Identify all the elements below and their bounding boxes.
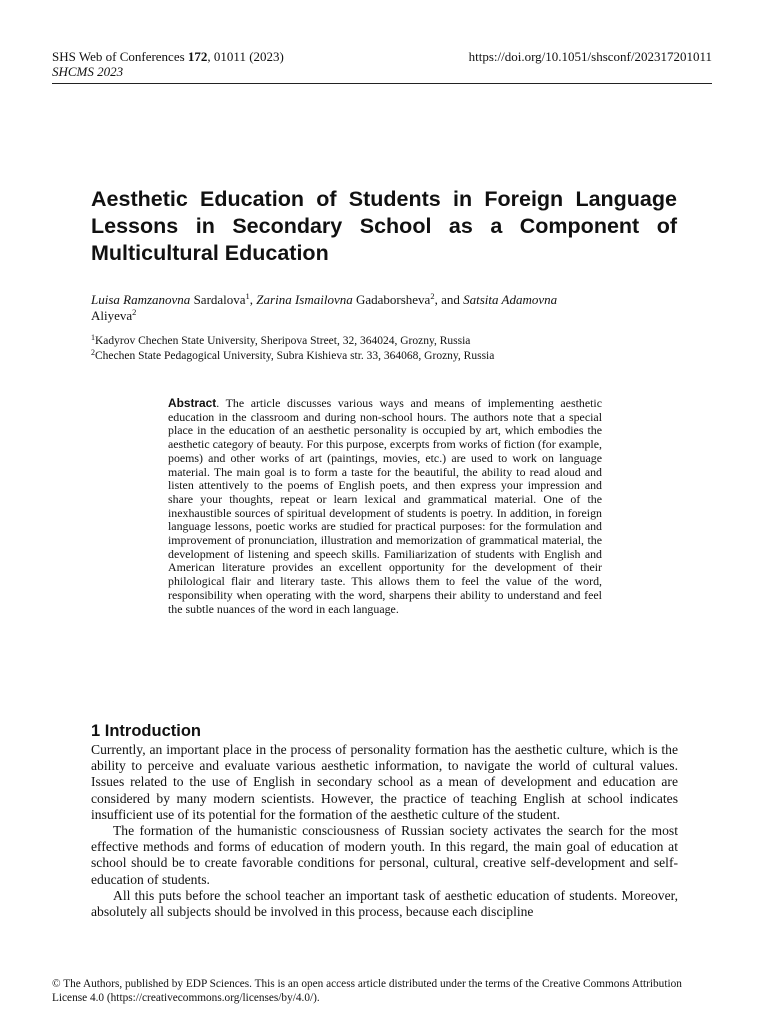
author-separator: ,: [249, 292, 257, 307]
author-list: [91, 292, 681, 324]
affiliation-number: 1: [91, 333, 95, 342]
author-separator: , and: [434, 292, 464, 307]
paragraph: All this puts before the school teacher an important task of aesthetic education of students. Moreover, absolutely all subjects should be involved in this process, because each discipline: [91, 887, 678, 920]
author-given-name: Satsita Adamovna: [463, 292, 558, 307]
paragraph: The formation of the humanistic consciousness of Russian society activates the search for the most effective methods and forms of education of modern youth. In this regard, the main goal of education at school should be to create favorable conditions for personal, cultural, creative self-development and self-education of students.: [91, 823, 678, 887]
license-footer: © The Authors, published by EDP Sciences. This is an open access article distributed under the terms of the Creative Commons Attribution License 4.0 (https://creativecommons.org/licenses/by/4.0/).: [52, 978, 682, 1004]
affiliation-marker: 2: [132, 307, 137, 317]
article-number: , 01011 (2023): [207, 49, 284, 64]
author-family-name: Aliyeva: [91, 308, 133, 323]
paper-title: Aesthetic Education of Students in Foreign Language Lessons in Secondary School as a Component of Multicultural Education: [91, 187, 677, 265]
abstract: [168, 397, 602, 616]
affiliations: [91, 334, 681, 363]
author-family-name: Sardalova: [193, 292, 246, 307]
author-given-name: Zarina Ismailovna: [256, 292, 353, 307]
paragraph: Currently, an important place in the process of personality formation has the aesthetic culture, which is the ability to perceive and evaluate various aesthetic information, to navigate the world of cultural values. Issues related to the use of English in secondary school as a mean of development and education are considered by many modern scientists. However, the practice of teaching English at school indicates insufficient use of its potential for the formation of the aesthetic culture of the student.: [91, 742, 678, 822]
volume-number: 172: [187, 49, 208, 64]
affiliation-marker: 1: [245, 291, 250, 301]
section-body: [91, 742, 678, 920]
affiliation-text: Kadyrov Chechen State University, Sheripova Street, 32, 364024, Grozny, Russia: [95, 335, 471, 347]
author-family-name: Gadaborsheva: [355, 292, 431, 307]
affiliation-text: Chechen State Pedagogical University, Subra Kishieva str. 33, 364068, Grozny, Russia: [95, 349, 495, 362]
abstract-text: . The article discusses various ways and means of implementing aesthetic education in the classroom and during non-school hours. The authors note that a special place in the education of an aesthetic personality is occupied by art, which embodies the aesthetic category of beauty. For this purpose, excerpts from works of fiction (for example, poems) and other works of art (paintings, movies, etc.) are used to work on language material. The main goal is to form a taste for the beautiful, the ability to read aloud and listen attentively to the poems of English poets, and then express your impression and share your thoughts, repeat or learn lexical and grammatical material. One of the inexhaustible sources of spiritual development of students is poetry. In addition, in foreign language lessons, poetic works are studied for practical purposes: for the formulation and improvement of pronunciation, illustration and memorization of grammatical material, the development of listening and speech skills. Familiarization of students with English and American literature provides an excellent opportunity for the development of their philological flair and literary taste. This allows them to feel the value of the word, responsibility when operating with the word, sharpens their ability to understand and feel the subtle nuances of the word in each language.: [168, 396, 602, 616]
header-divider: [52, 83, 712, 84]
abstract-label: Abstract: [168, 396, 217, 410]
affiliation-item: [91, 334, 681, 349]
journal-name: SHS Web of Conferences: [52, 49, 188, 64]
affiliation-number: 2: [91, 347, 95, 357]
running-header: [52, 49, 712, 79]
conference-name: SHCMS 2023: [52, 64, 124, 79]
affiliation-item: [91, 349, 681, 364]
section-heading: 1 Introduction: [91, 722, 201, 740]
author-given-name: Luisa Ramzanovna: [91, 292, 191, 307]
doi-link[interactable]: https://doi.org/10.1051/shsconf/202317201011: [468, 49, 712, 64]
affiliation-marker: 2: [430, 291, 435, 301]
